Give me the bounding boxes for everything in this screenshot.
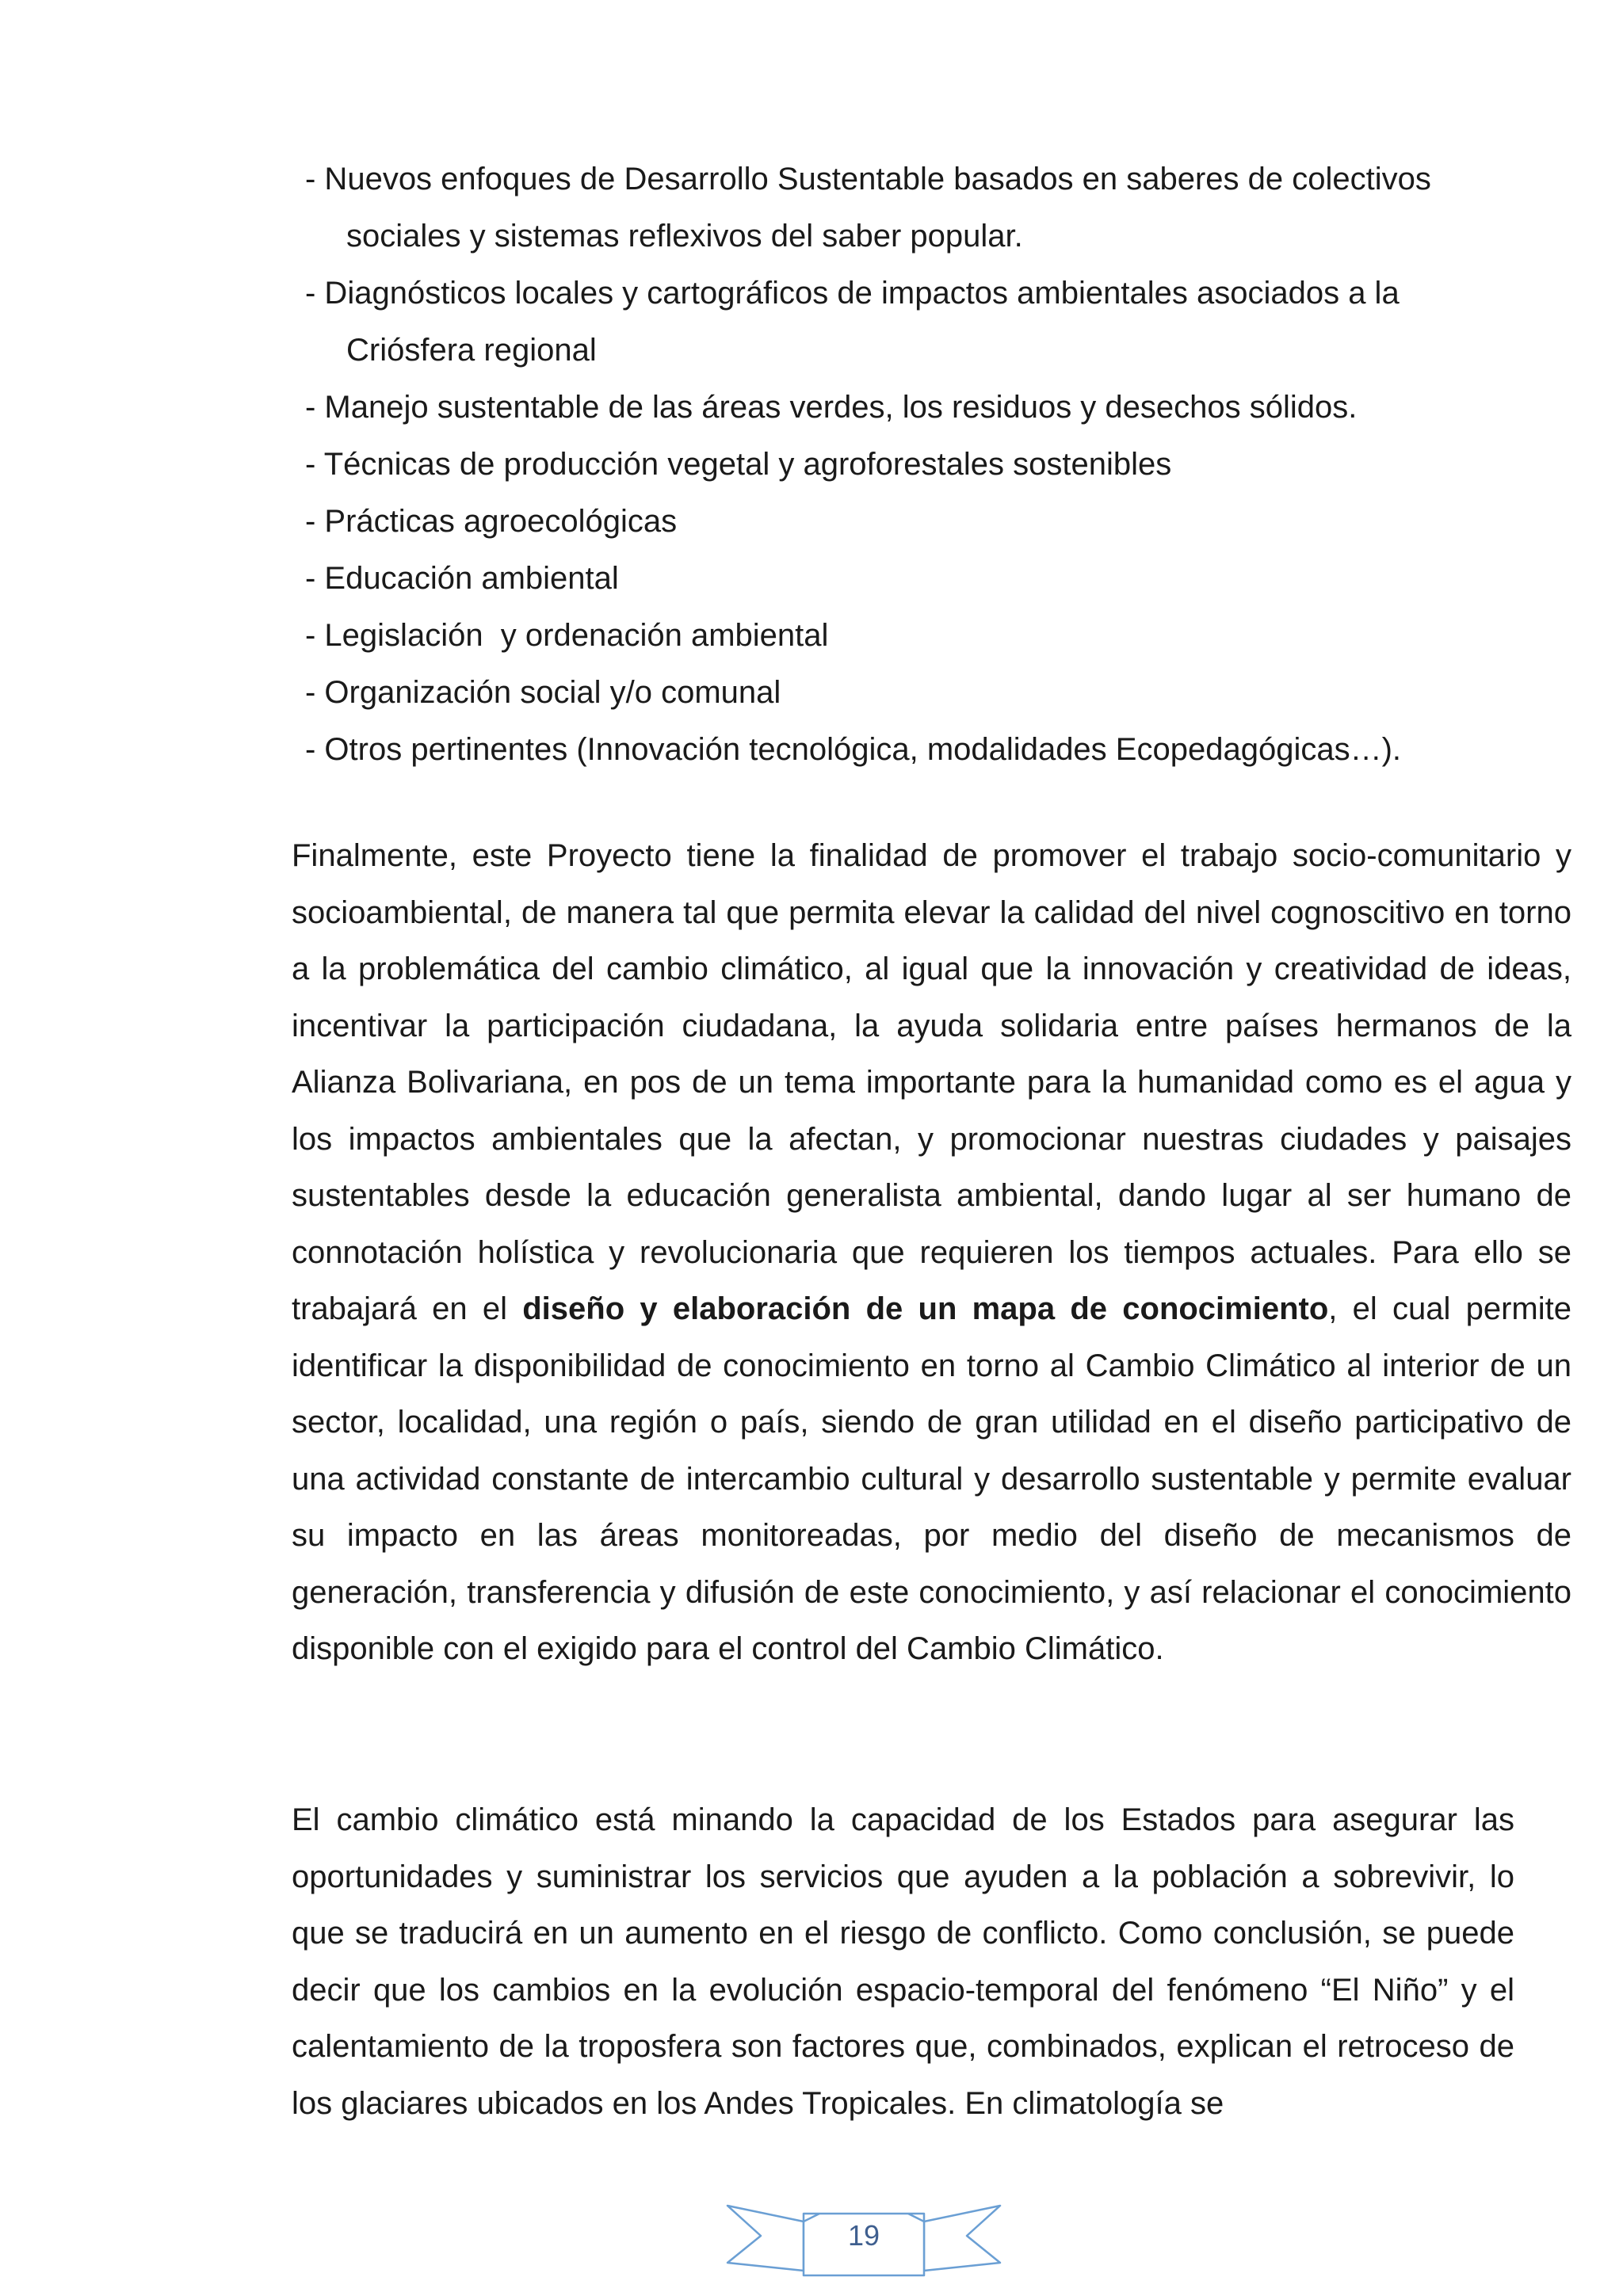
list-item-text: - Nuevos enfoques de Desarrollo Sustentable basados en saberes de colectivos [305,162,1431,196]
list-item [305,379,1514,436]
list-item [305,436,1514,493]
page-number-banner [724,2195,1003,2282]
body-paragraph: El cambio climático está minando la capacidad de los Estados para asegurar las oportunidades y suministrar los servicios que ayuden a la población a sobrevivir, lo que se traducirá en un aumento en el riesgo de conflicto. Como conclusión, se puede decir que los cambios en la evolución espacio-temporal del fenómeno “El Niño” y el calentamiento de la troposfera son factores que, combinados, explican el retroceso de los glaciares ubicados en los Andes Tropicales. En climatología se [292,1802,1514,2121]
list-item-text: - Prácticas agroecológicas [305,504,678,539]
list-item-continuation: Criósfera regional [346,333,597,368]
list-item [305,664,1514,721]
page-number: 19 [847,2219,880,2252]
list-item-text: - Legislación y ordenación ambiental [305,618,829,653]
list-item-text: - Otros pertinentes (Innovación tecnológica, modalidades Ecopedagógicas…). [305,732,1402,767]
list-item-text: - Técnicas de producción vegetal y agroforestales sostenibles [305,447,1172,482]
list-item [305,607,1514,664]
list-item [305,550,1514,607]
list-item [305,151,1514,265]
paragraph-text: , el cual permite identificar la disponibilidad de conocimiento en torno al Cambio Climático al interior de un sector, localidad, una región o país, siendo de gran utilidad en el diseño participativo de una actividad constante de intercambio cultural y desarrollo sustentable y permite evaluar su impacto en las áreas monitoreadas, por medio del diseño de mecanismos de generación, transferencia y difusión de este conocimiento, y así relacionar el conocimiento disponible con el exigido para el control del Cambio Climático. [292,1291,1571,1666]
list-item-text: - Diagnósticos locales y cartográficos de impactos ambientales asociados a la [305,276,1400,311]
bullet-list [305,151,1514,778]
list-item-text: - Manejo sustentable de las áreas verdes, los residuos y desechos sólidos. [305,390,1358,425]
list-item [305,265,1514,379]
list-item [305,493,1514,550]
body-paragraph [292,828,1571,1678]
list-item-text: - Educación ambiental [305,561,619,596]
bold-emphasis: diseño y elaboración de un mapa de conocimiento [522,1291,1329,1326]
paragraph-text: Finalmente, este Proyecto tiene la finalidad de promover el trabajo socio-comunitario y socioambiental, de manera tal que permita elevar la calidad del nivel cognoscitivo en torno a la problemática del cambio climático, al igual que la innovación y creatividad de ideas, incentivar la participación ciudadana, la ayuda solidaria entre países hermanos de la Alianza Bolivariana, en pos de un tema importante para la humanidad como es el agua y los impactos ambientales que la afectan, y promocionar nuestras ciudades y paisajes sustentables desde la educación generalista ambiental, dando lugar al ser humano de connotación holística y revolucionaria que requieren los tiempos actuales. Para ello se trabajará en el [292,838,1571,1326]
list-item [305,721,1514,778]
list-item-text: - Organización social y/o comunal [305,675,781,710]
list-item-continuation: sociales y sistemas reflexivos del saber popular. [346,219,1023,254]
